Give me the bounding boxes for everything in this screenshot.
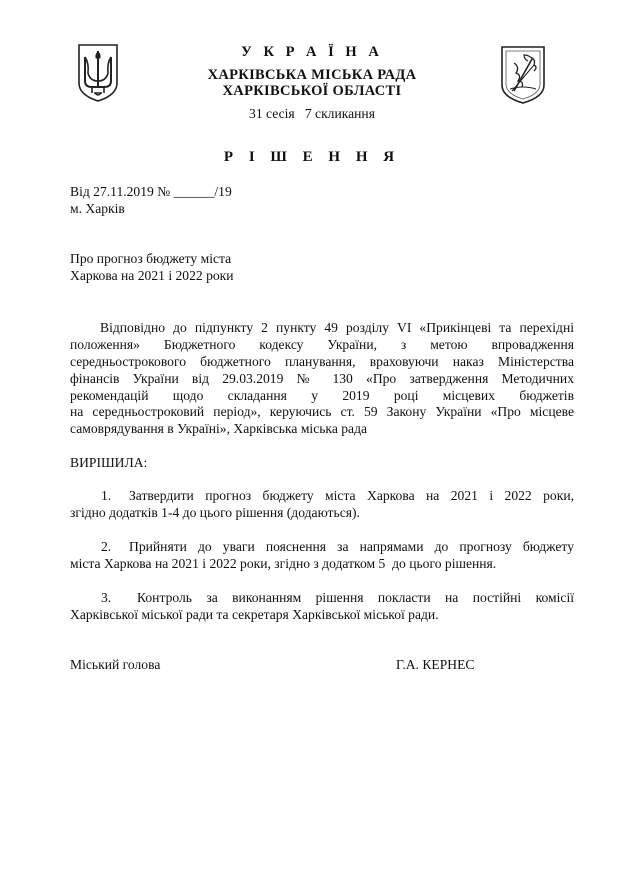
preamble-line: Відповідно до підпункту 2 пункту 49 розділу VI «Прикінцеві та перехідні <box>100 320 574 335</box>
item-text-line: згідно додатків 1-4 до цього рішення (додаються). <box>70 505 360 520</box>
signature-position: Міський голова <box>70 657 161 672</box>
preamble-line: фінансів України від 29.03.2019 № 130 «Про затвердження Методичних <box>70 371 574 386</box>
item-number: 1. <box>101 488 112 503</box>
council-name-line1: ХАРКІВСЬКА МІСЬКА РАДА <box>207 67 417 83</box>
item-text-line: Харківської міської ради та секретаря Харківської міської ради. <box>70 607 439 622</box>
item-number: 2. <box>101 539 112 554</box>
subject-line2: Харкова на 2021 і 2022 роки <box>70 268 234 283</box>
signature-name: Г.А. КЕРНЕС <box>396 657 475 672</box>
item-text-line: міста Харкова на 2021 і 2022 роки, згідно з додатком 5 до цього рішення. <box>70 556 497 571</box>
preamble-line: положення» Бюджетного кодексу України, з метою впровадження <box>70 337 574 352</box>
item-text-line: Контроль за виконанням рішення покласти на постійні комісії <box>137 590 574 605</box>
city-line: м. Харків <box>70 201 125 216</box>
date-number-line: Від 27.11.2019 № ______/19 <box>70 184 232 199</box>
session-info: 31 сесія 7 скликання <box>249 106 375 121</box>
subject-line1: Про прогноз бюджету міста <box>70 251 232 266</box>
preamble-line: середньострокового бюджетного планування, враховуючи наказ Міністерства <box>70 354 574 369</box>
council-name-line2: ХАРКІВСЬКОЇ ОБЛАСТІ <box>222 83 402 99</box>
item-text-line: Прийняти до уваги пояснення за напрямами до прогнозу бюджету <box>129 539 574 554</box>
preamble-line: рекомендацій щодо складання у 2019 році місцевих бюджетів <box>70 388 574 403</box>
document-title: Р І Ш Е Н Н Я <box>223 149 401 165</box>
country-heading: У К Р А Ї Н А <box>241 44 383 60</box>
item-text-line: Затвердити прогноз бюджету міста Харкова на 2021 і 2022 роки, <box>129 488 574 503</box>
item-number: 3. <box>101 590 112 605</box>
preamble-line: на середньостроковий період», керуючись ст. 59 Закону України «Про місцеве <box>70 404 574 419</box>
preamble-line: самоврядування в Україні», Харківська міська рада <box>70 421 368 436</box>
decided-heading: ВИРІШИЛА: <box>70 455 148 470</box>
